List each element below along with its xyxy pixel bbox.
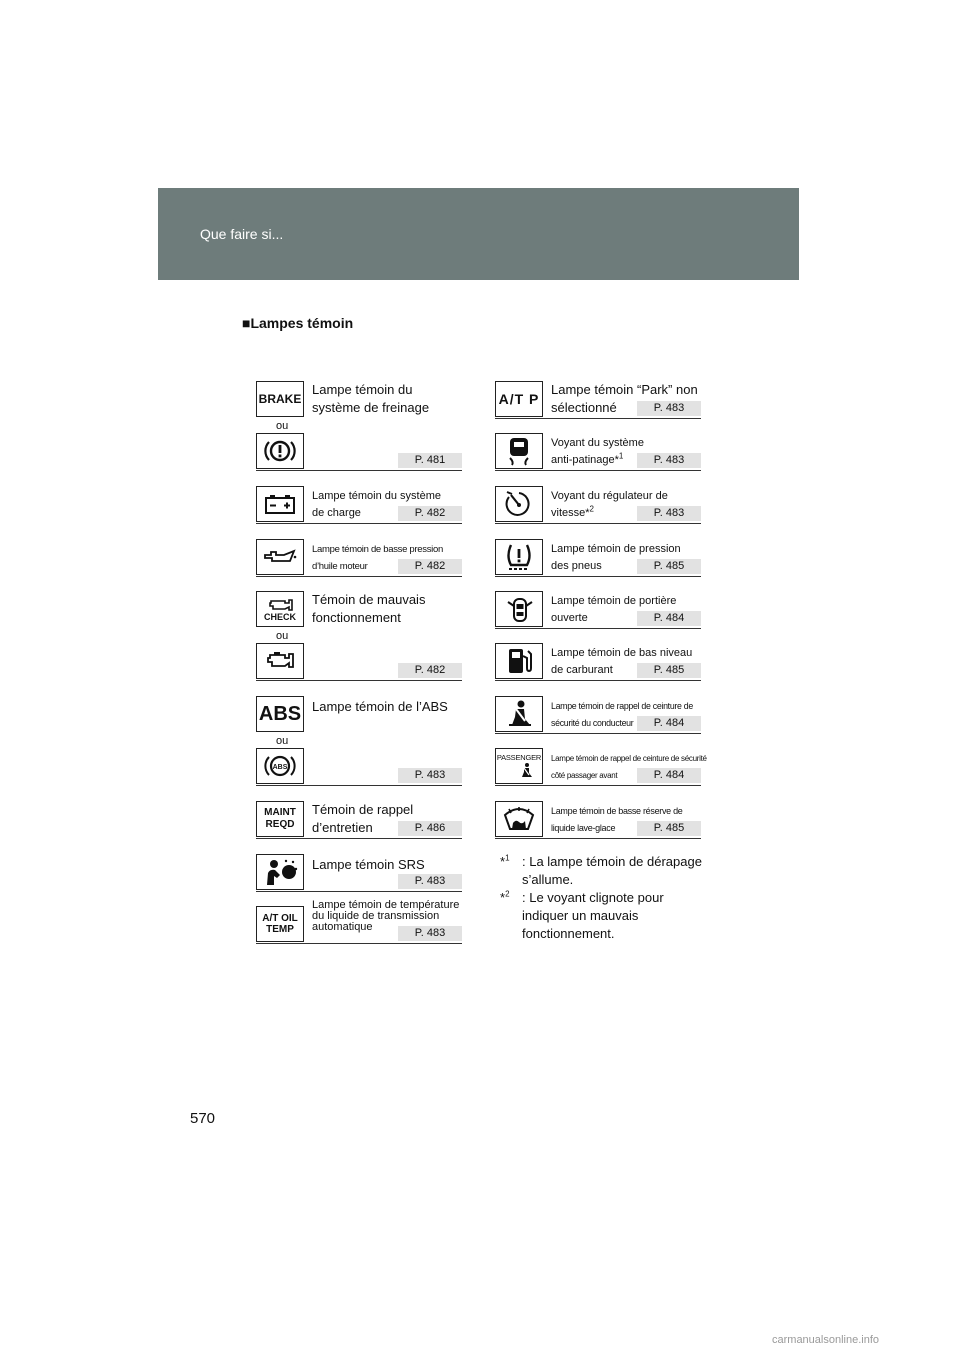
label-line: de carburant xyxy=(551,664,613,676)
label-line: Lampe témoin de température xyxy=(312,899,460,911)
page-reference: P. 482 xyxy=(398,559,462,574)
divider xyxy=(256,523,462,524)
label-line: Lampe témoin “Park” non xyxy=(551,382,698,397)
divider xyxy=(256,891,462,892)
brake-circle-icon xyxy=(256,433,304,469)
footnote-1: *$^1$ : La lampe témoin de dérapage s’allume. xyxy=(500,853,702,887)
label-line: Lampe témoin de rappel de ceinture de sécurité xyxy=(551,754,707,763)
label-line: Voyant du régulateur de xyxy=(551,490,668,502)
page-reference: P. 484 xyxy=(637,716,701,731)
footnote-text: : La lampe témoin de dérapage s’allume. xyxy=(522,854,702,887)
airbag-icon xyxy=(256,854,304,890)
label-line: Lampe témoin SRS xyxy=(312,857,425,872)
label-line: des pneus xyxy=(551,560,602,572)
footnote-2: *$^2$ : Le voyant clignote pour indiquer un mauvais fonctionnement. xyxy=(500,889,664,941)
page-reference: P. 484 xyxy=(637,611,701,626)
footnotes xyxy=(500,853,710,943)
label-line: Lampe témoin de basse pression xyxy=(312,544,443,555)
or-label: ou xyxy=(276,630,289,642)
label-line: vitesse* xyxy=(551,507,590,519)
label-line: anti-patinage* xyxy=(551,454,619,466)
label-line: côté passager avant xyxy=(551,771,618,780)
page-reference: P. 483 xyxy=(637,401,701,416)
tire-pressure-icon xyxy=(495,539,543,575)
label-line: du liquide de transmission xyxy=(312,910,440,922)
label-line: Lampe témoin du système xyxy=(312,490,442,502)
speedometer-icon xyxy=(495,486,543,522)
seatbelt-icon xyxy=(495,696,543,732)
page-reference: P. 481 xyxy=(398,453,462,468)
divider xyxy=(495,523,701,524)
page-reference: P. 482 xyxy=(398,663,462,678)
footnote-marker: 2 xyxy=(589,504,594,514)
page-reference: P. 484 xyxy=(637,768,701,783)
divider xyxy=(495,576,701,577)
maint-reqd-icon: MAINT REQD xyxy=(256,801,304,837)
battery-icon xyxy=(256,486,304,522)
chapter-header xyxy=(158,188,799,280)
watermark: carmanualsonline.info xyxy=(772,1334,880,1346)
passenger-seatbelt-icon: PASSENGER xyxy=(495,748,543,784)
section-title: ■Lampes témoin xyxy=(242,315,354,331)
or-label: ou xyxy=(276,420,289,432)
label-line: d’entretien xyxy=(312,820,373,835)
page-reference: P. 483 xyxy=(398,874,462,889)
label-line: Lampe témoin de bas niveau xyxy=(551,647,693,659)
label-line: Lampe témoin de basse réserve de xyxy=(551,806,683,816)
engine-icon xyxy=(256,643,304,679)
label-line: d’huile moteur xyxy=(312,561,368,572)
divider xyxy=(495,470,701,471)
divider xyxy=(495,733,701,734)
divider xyxy=(495,838,701,839)
label-line: Témoin de rappel xyxy=(312,802,414,817)
divider xyxy=(256,680,462,681)
svg-text:ABS: ABS xyxy=(272,764,288,771)
washer-icon xyxy=(495,801,543,837)
label-line: Lampe témoin de pression xyxy=(551,543,681,555)
page-reference: P. 483 xyxy=(637,506,701,521)
divider xyxy=(495,680,701,681)
fuel-pump-icon xyxy=(495,643,543,679)
label-line: Lampe témoin de portière xyxy=(551,595,677,607)
page-reference: P. 485 xyxy=(637,559,701,574)
divider xyxy=(495,628,701,629)
page-reference: P. 485 xyxy=(637,663,701,678)
label-line: de charge xyxy=(312,507,361,519)
divider xyxy=(256,470,462,471)
label-line: fonctionnement xyxy=(312,610,401,625)
page-reference: P. 485 xyxy=(637,821,701,836)
label-line: sécurité du conducteur xyxy=(551,718,634,728)
check-engine-icon: CHECK xyxy=(256,591,304,627)
chapter-title: Que faire si... xyxy=(200,226,284,242)
at-p-icon: A/T P xyxy=(495,381,543,417)
divider xyxy=(256,576,462,577)
divider xyxy=(495,418,701,419)
page-reference: P. 483 xyxy=(398,926,462,941)
brake-text-icon: BRAKE xyxy=(256,381,304,417)
label-line: ouverte xyxy=(551,612,588,624)
divider xyxy=(256,943,462,944)
footnote-text: : Le voyant clignote pour indiquer un mauvais fonctionnement. xyxy=(522,890,664,941)
label-line: Lampe témoin de l’ABS xyxy=(312,699,448,714)
page-reference: P. 483 xyxy=(398,768,462,783)
door-open-icon xyxy=(495,591,543,627)
divider xyxy=(256,838,462,839)
label-line: Lampe témoin de rappel de ceinture de xyxy=(551,701,693,711)
abs-circle-icon xyxy=(256,748,304,784)
page-reference: P. 483 xyxy=(637,453,701,468)
page-number: 570 xyxy=(190,1110,216,1127)
label-line: Voyant du système xyxy=(551,437,644,449)
divider xyxy=(495,785,701,786)
page-reference: P. 486 xyxy=(398,821,462,836)
skid-icon xyxy=(495,433,543,469)
label-line: Témoin de mauvais xyxy=(312,592,426,607)
oil-can-icon xyxy=(256,539,304,575)
footnote-marker: 1 xyxy=(618,451,624,461)
or-label: ou xyxy=(276,735,289,747)
label-line: liquide lave-glace xyxy=(551,823,616,833)
at-oil-temp-icon: A/T OIL TEMP xyxy=(256,906,304,942)
label-line: système de freinage xyxy=(312,400,430,415)
abs-text-icon: ABS xyxy=(256,696,304,732)
label-line: automatique xyxy=(312,921,373,933)
page-reference: P. 482 xyxy=(398,506,462,521)
label-line: sélectionné xyxy=(551,400,617,415)
divider xyxy=(256,785,462,786)
label-line: Lampe témoin du xyxy=(312,382,413,397)
